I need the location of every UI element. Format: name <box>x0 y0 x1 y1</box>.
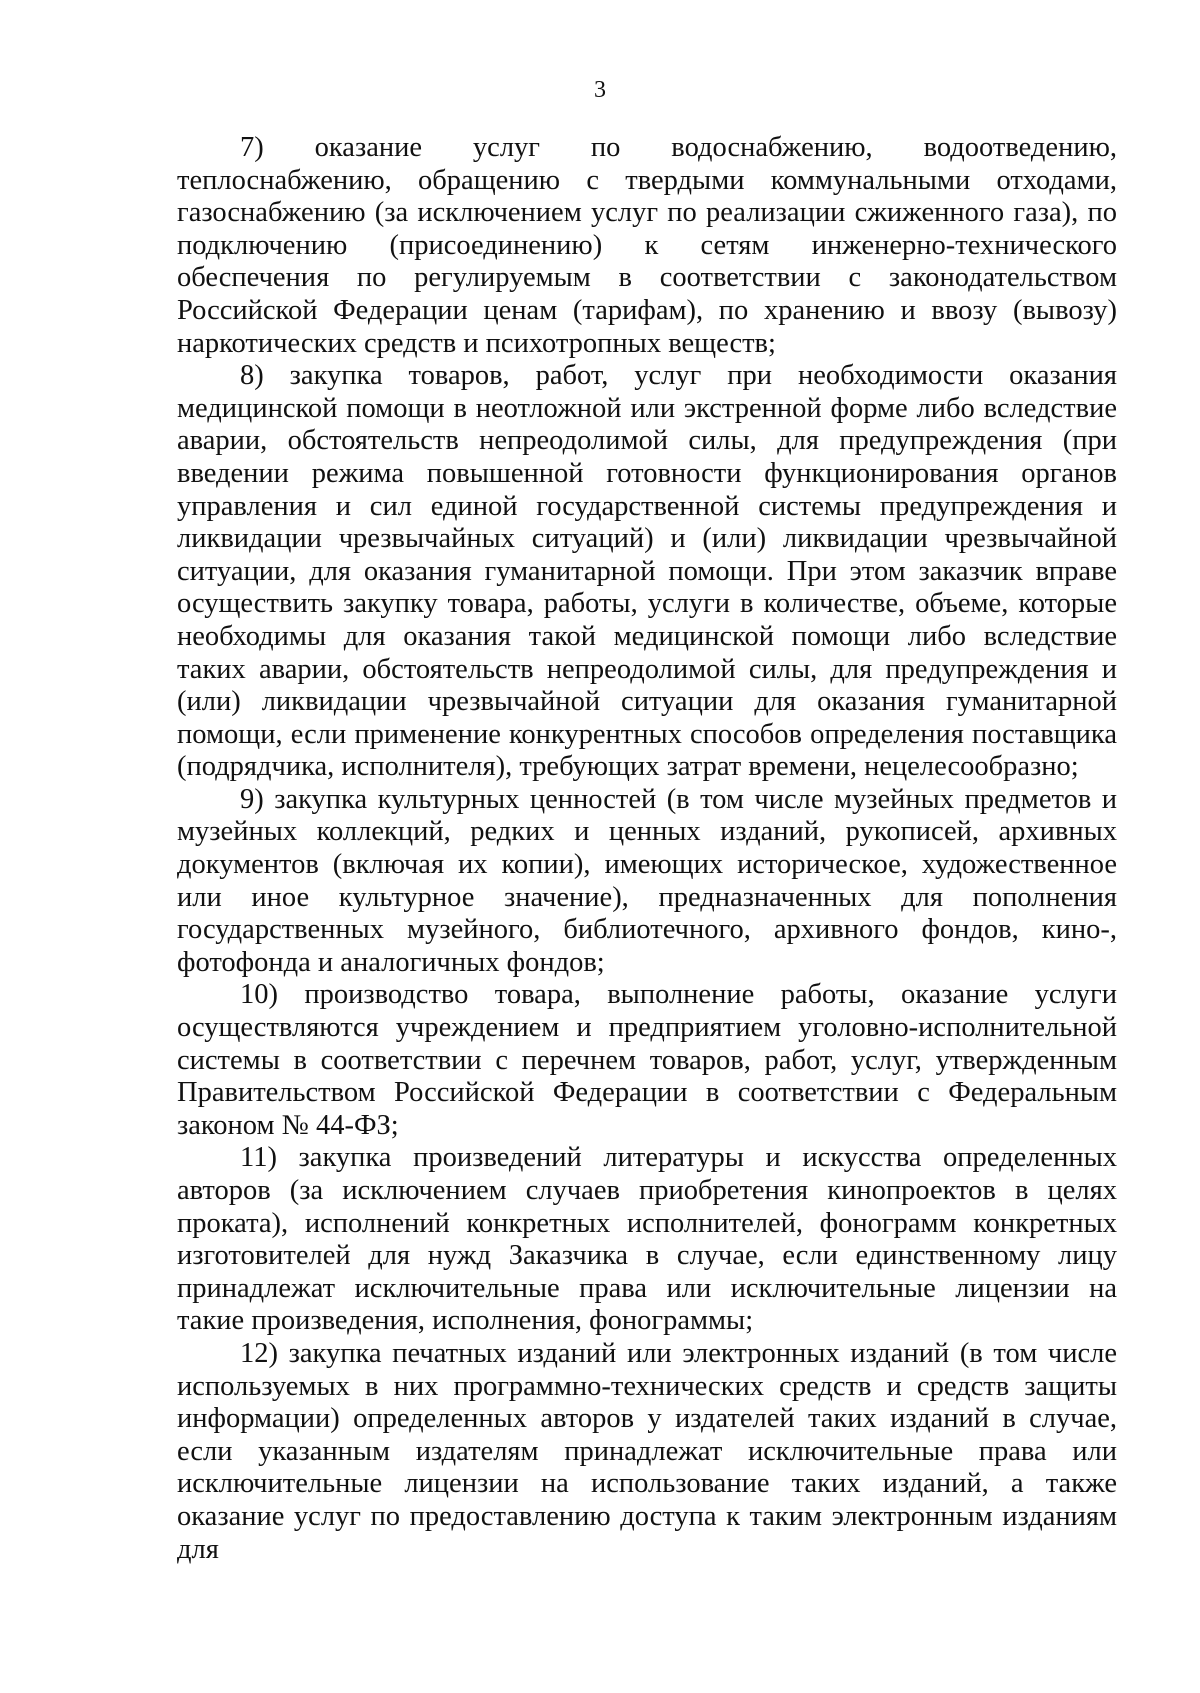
paragraph-item-11: 11) закупка произведений литературы и искусства определенных авторов (за исключением случаев приобретения кинопроектов в целях проката), исполнений конкретных исполнителей, фонограмм конкретных изготовителей для нужд Заказчика в случае, если единственному лицу принадлежат исключительные права или исключительные лицензии на такие произведения, исполнения, фонограммы; <box>177 1142 1117 1337</box>
paragraph-item-9: 9) закупка культурных ценностей (в том числе музейных предметов и музейных коллекций, редких и ценных изданий, рукописей, архивных документов (включая их копии), имеющих историческое, художественное или иное культурное значение), предназначенных для пополнения государственных музейного, библиотечного, архивного фондов, кино-, фотофонда и аналогичных фондов; <box>177 783 1117 978</box>
document-body <box>177 132 1117 1566</box>
page-number: 3 <box>594 77 606 103</box>
paragraph-item-8: 8) закупка товаров, работ, услуг при необходимости оказания медицинской помощи в неотложной или экстренной форме либо вследствие аварии, обстоятельств непреодолимой силы, для предупреждения (при введении режима повышенной готовности функционирования органов управления и сил единой государственной системы предупреждения и ликвидации чрезвычайных ситуаций) и (или) ликвидации чрезвычайной ситуации, для оказания гуманитарной помощи. При этом заказчик вправе осуществить закупку товара, работы, услуги в количестве, объеме, которые необходимы для оказания такой медицинской помощи либо вследствие таких аварии, обстоятельств непреодолимой силы, для предупреждения и (или) ликвидации чрезвычайной ситуации для оказания гуманитарной помощи, если применение конкурентных способов определения поставщика (подрядчика, исполнителя), требующих затрат времени, нецелесообразно; <box>177 360 1117 783</box>
paragraph-item-10: 10) производство товара, выполнение работы, оказание услуги осуществляются учреждением и предприятием уголовно-исполнительной системы в соответствии с перечнем товаров, работ, услуг, утвержденным Правительством Российской Федерации в соответствии с Федеральным законом № 44-ФЗ; <box>177 979 1117 1141</box>
paragraph-item-7: 7) оказание услуг по водоснабжению, водоотведению, теплоснабжению, обращению с твердыми коммунальными отходами, газоснабжению (за исключением услуг по реализации сжиженного газа), по подключению (присоединению) к сетям инженерно-технического обеспечения по регулируемым в соответствии с законодательством Российской Федерации ценам (тарифам), по хранению и ввозу (вывозу) наркотических средств и психотропных веществ; <box>177 132 1117 359</box>
paragraph-item-12: 12) закупка печатных изданий или электронных изданий (в том числе используемых в них программно-технических средств и средств защиты информации) определенных авторов у издателей таких изданий в случае, если указанным издателям принадлежат исключительные права или исключительные лицензии на использование таких изданий, а также оказание услуг по предоставлению доступа к таким электронным изданиям для <box>177 1337 1117 1565</box>
